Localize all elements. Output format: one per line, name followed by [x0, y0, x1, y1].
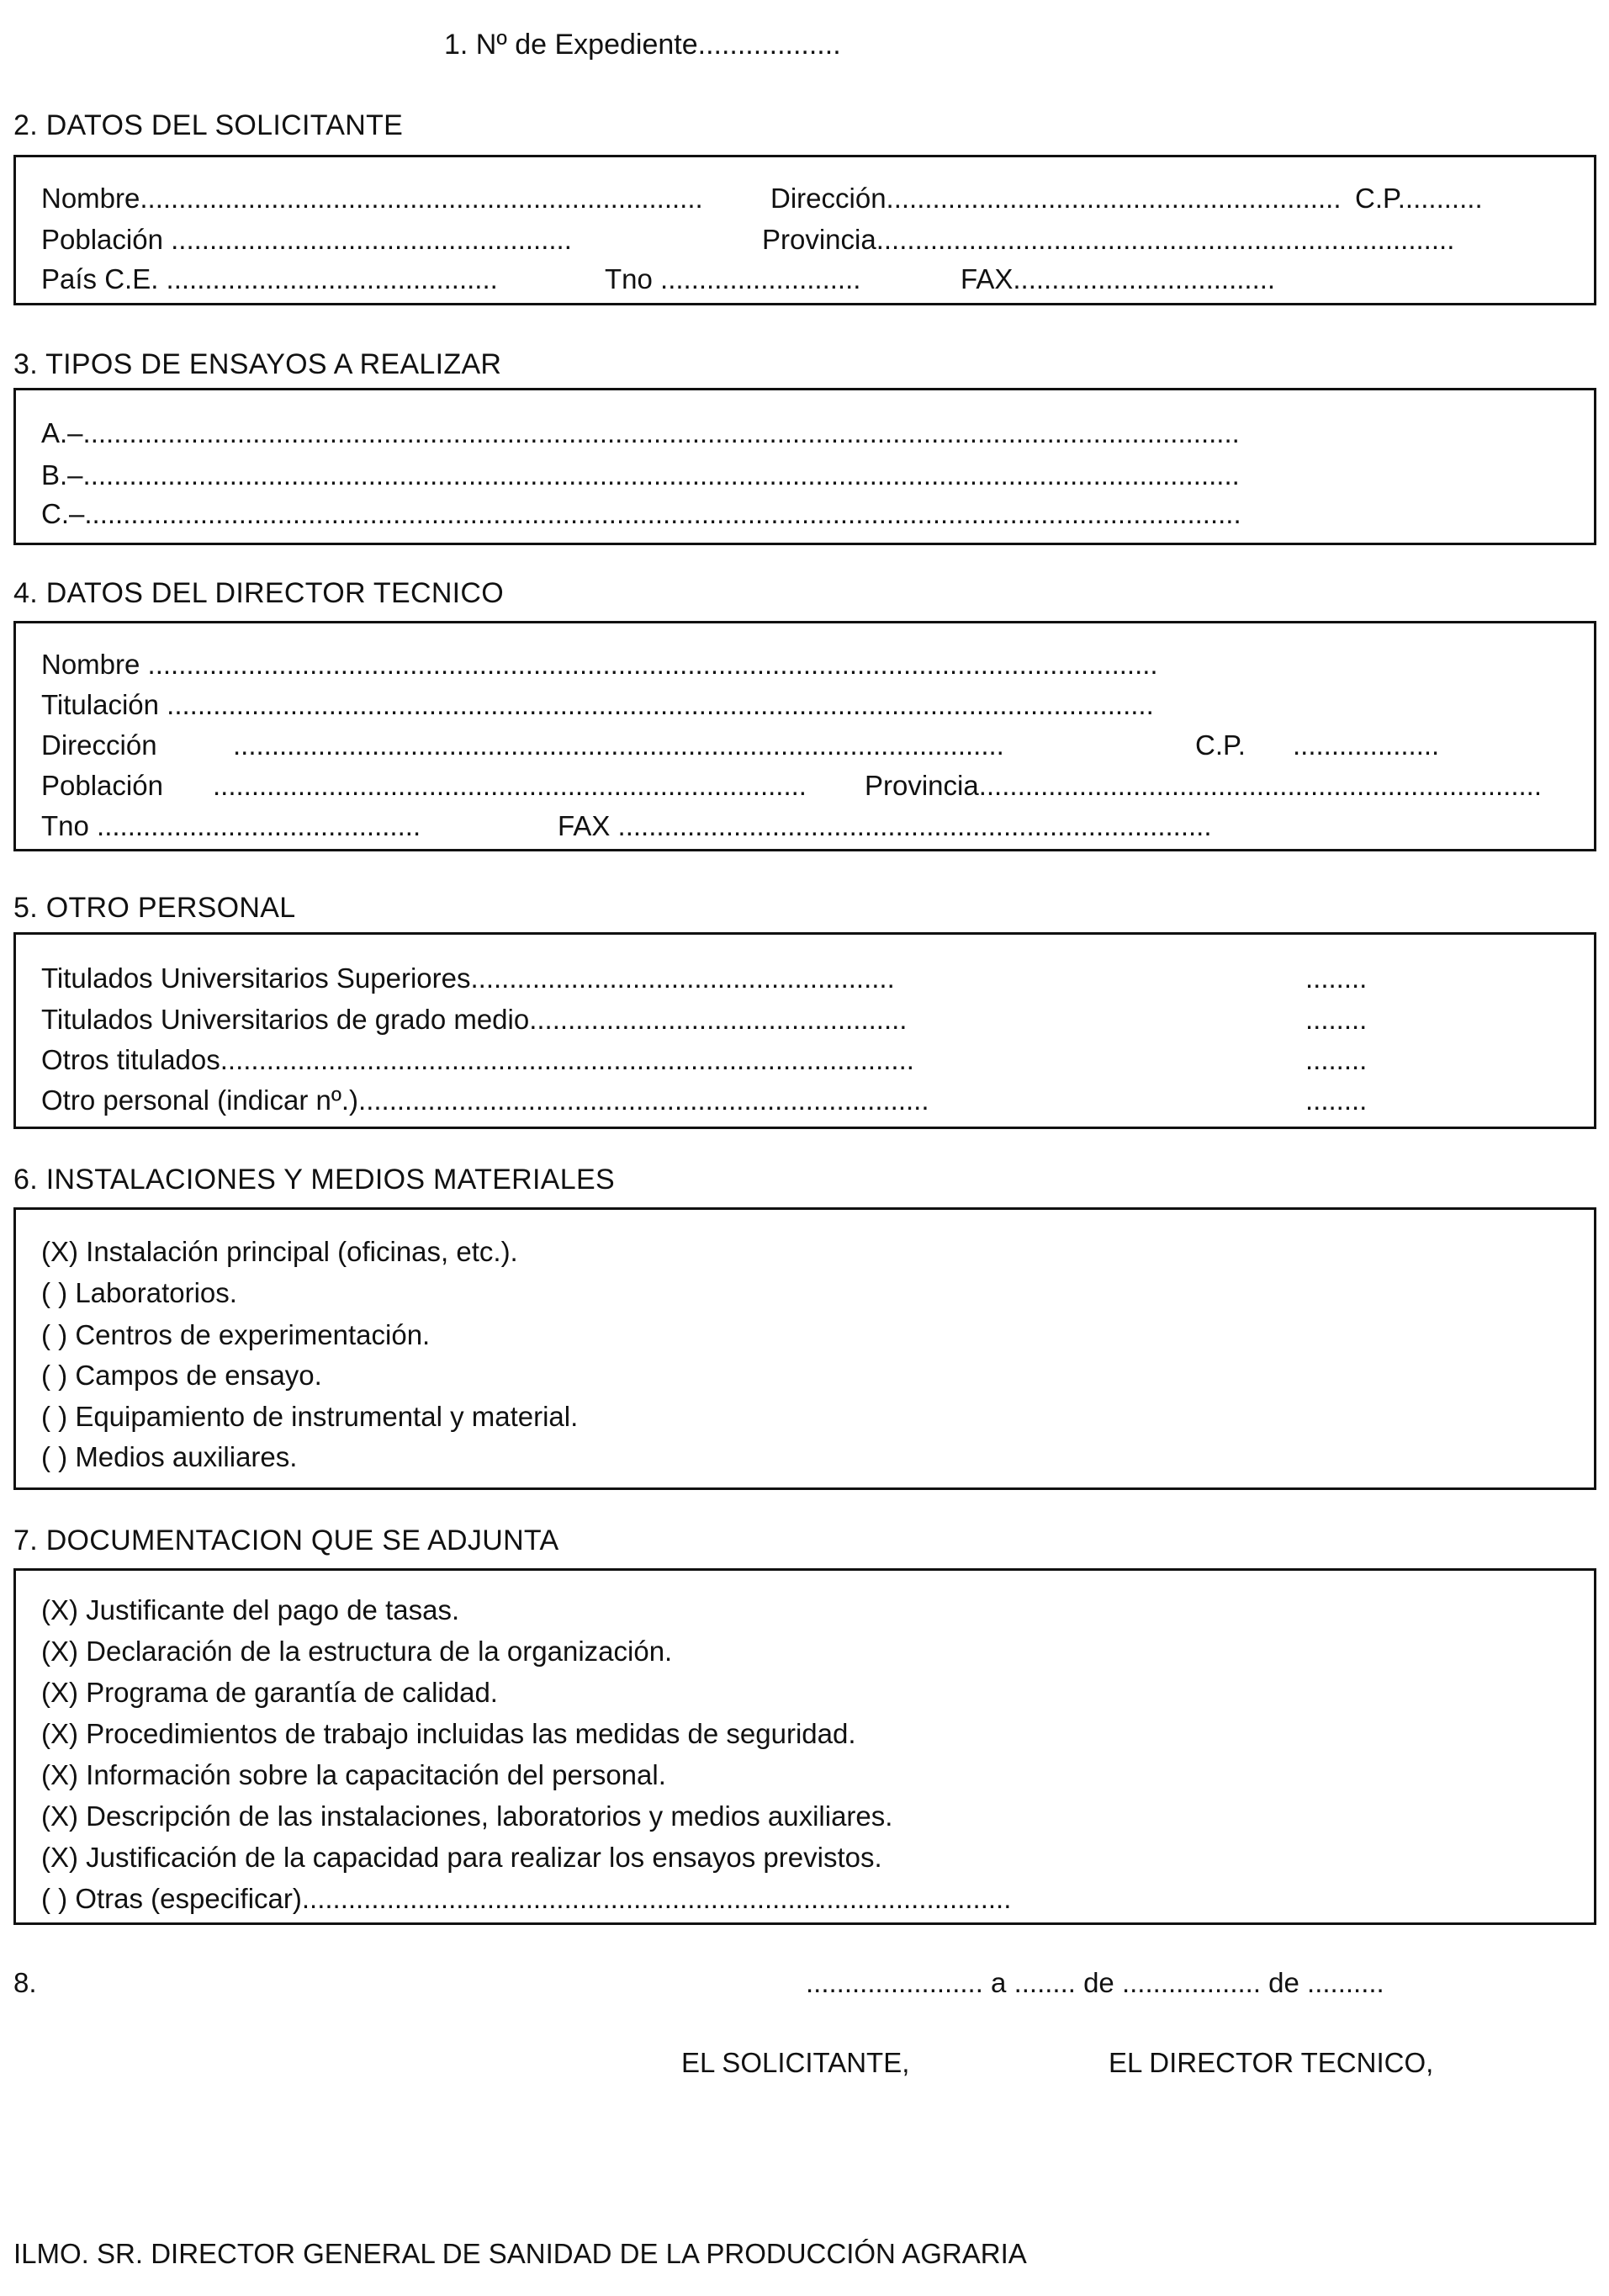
- ensayo-c: C.–......................................................................................................................................................: [41, 498, 1241, 529]
- personal-row-label: Titulados Universitarios de grado medio.................................................: [41, 1004, 908, 1035]
- director-titulacion: Titulación ................................................................................................................................: [41, 689, 1154, 720]
- director-provincia: Provincia.........................................................................: [865, 770, 1543, 801]
- solicitante-direccion: Dirección...........................................................: [770, 183, 1342, 214]
- solicitante-poblacion: Población ....................................................: [41, 224, 572, 255]
- director-cp-dots: ...................: [1293, 729, 1440, 761]
- director-cp-label: C.P.: [1195, 729, 1246, 761]
- section-7-title: 7. DOCUMENTACION QUE SE ADJUNTA: [13, 1524, 559, 1556]
- documento-item: (X) Declaración de la estructura de la organización.: [41, 1636, 673, 1667]
- personal-row-label: Titulados Universitarios Superiores.......................................................: [41, 962, 895, 994]
- director-poblacion-dots: .............................................................................: [213, 770, 807, 801]
- instalacion-item: ( ) Medios auxiliares.: [41, 1441, 298, 1472]
- personal-row-label: Otros titulados..........................................................................................: [41, 1044, 914, 1075]
- solicitante-cp: C.P...........: [1355, 183, 1483, 214]
- personal-row-label: Otro personal (indicar nº.)..........................................................................: [41, 1084, 929, 1116]
- personal-row-value: ........: [1305, 1004, 1368, 1035]
- instalacion-item: ( ) Campos de ensayo.: [41, 1360, 322, 1391]
- instalacion-item: (X) Instalación principal (oficinas, etc.).: [41, 1236, 518, 1267]
- instalacion-item: ( ) Equipamiento de instrumental y material.: [41, 1401, 579, 1432]
- solicitante-fax: FAX..................................: [961, 263, 1276, 294]
- section-5-title: 5. OTRO PERSONAL: [13, 892, 296, 924]
- section-6-title: 6. INSTALACIONES Y MEDIOS MATERIALES: [13, 1164, 615, 1196]
- personal-row-value: ........: [1305, 1044, 1368, 1075]
- instalacion-item: ( ) Laboratorios.: [41, 1277, 237, 1308]
- place-date-line: ....................... a ........ de .................. de ..........: [806, 1967, 1384, 1998]
- documento-item: (X) Justificación de la capacidad para realizar los ensayos previstos.: [41, 1842, 882, 1873]
- personal-row-value: ........: [1305, 1084, 1368, 1116]
- documento-item: (X) Programa de garantía de calidad.: [41, 1677, 498, 1708]
- documento-item: (X) Descripción de las instalaciones, laboratorios y medios auxiliares.: [41, 1800, 893, 1832]
- documento-item: (X) Procedimientos de trabajo incluidas las medidas de seguridad.: [41, 1718, 856, 1749]
- ensayo-a: A.–......................................................................................................................................................: [41, 417, 1240, 448]
- director-fax: FAX .............................................................................: [558, 810, 1212, 841]
- addressee: ILMO. SR. DIRECTOR GENERAL DE SANIDAD DE LA PRODUCCIÓN AGRARIA: [13, 2238, 1027, 2269]
- director-box: [13, 621, 1596, 851]
- documento-item: (X) Información sobre la capacitación del personal.: [41, 1759, 666, 1790]
- section-4-title: 4. DATOS DEL DIRECTOR TECNICO: [13, 577, 505, 609]
- documento-item: (X) Justificante del pago de tasas.: [41, 1594, 460, 1625]
- solicitante-tno: Tno ..........................: [605, 263, 861, 294]
- section-3-title: 3. TIPOS DE ENSAYOS A REALIZAR: [13, 348, 502, 380]
- solicitante-box: [13, 155, 1596, 305]
- solicitante-pais: País C.E. ...........................................: [41, 263, 498, 294]
- documentacion-box: [13, 1568, 1596, 1925]
- director-direccion-label: Dirección: [41, 729, 157, 761]
- instalacion-item: ( ) Centros de experimentación.: [41, 1319, 431, 1350]
- instalaciones-box: [13, 1207, 1596, 1490]
- section-8-number: 8.: [13, 1967, 37, 1998]
- director-tno: Tno ..........................................: [41, 810, 421, 841]
- director-nombre: Nombre ...................................................................................................................................: [41, 649, 1158, 680]
- director-direccion-dots: ....................................................................................................: [233, 729, 1004, 761]
- ensayo-b: B.–......................................................................................................................................................: [41, 459, 1240, 490]
- signature-director: EL DIRECTOR TECNICO,: [1109, 2047, 1434, 2078]
- solicitante-nombre: Nombre.........................................................................: [41, 183, 703, 214]
- personal-row-value: ........: [1305, 962, 1368, 994]
- expediente-field: 1. Nº de Expediente..................: [444, 29, 841, 61]
- solicitante-provincia: Provincia...........................................................................: [762, 224, 1455, 255]
- signature-solicitante: EL SOLICITANTE,: [681, 2047, 910, 2078]
- director-poblacion-label: Población: [41, 770, 163, 801]
- documento-item: ( ) Otras (especificar)............................................................................................: [41, 1883, 1012, 1914]
- ensayos-box: [13, 388, 1596, 545]
- section-2-title: 2. DATOS DEL SOLICITANTE: [13, 109, 404, 141]
- personal-box: [13, 932, 1596, 1129]
